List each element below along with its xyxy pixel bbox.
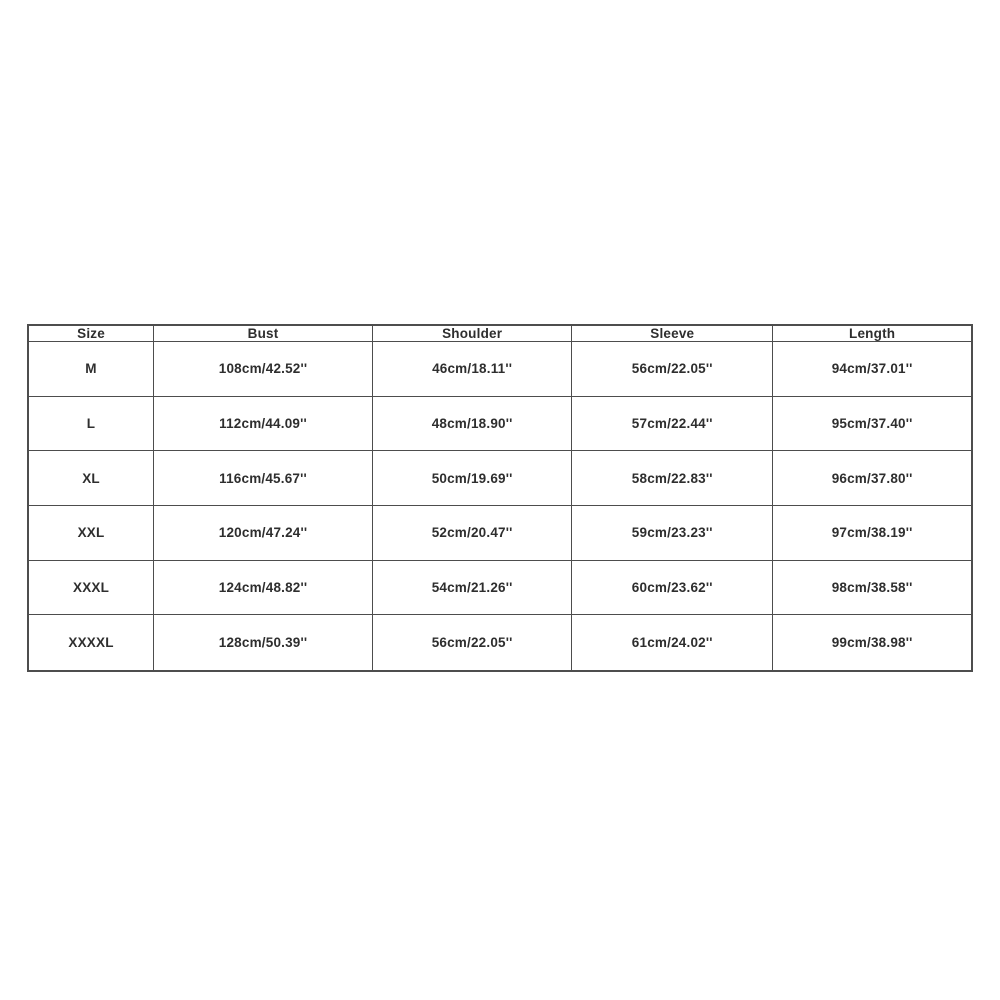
measurement-cell: 61cm/24.02'' (572, 615, 773, 671)
size-label-cell: XXXXL (28, 615, 154, 671)
header-cell-shoulder: Shoulder (373, 325, 572, 342)
size-label-cell: XXL (28, 505, 154, 560)
header-cell-length: Length (773, 325, 972, 342)
measurement-cell: 124cm/48.82'' (154, 560, 373, 615)
measurement-cell: 108cm/42.52'' (154, 342, 373, 397)
header-cell-size: Size (28, 325, 154, 342)
header-row (28, 325, 972, 342)
measurement-cell: 52cm/20.47'' (373, 505, 572, 560)
measurement-cell: 48cm/18.90'' (373, 396, 572, 451)
table-row-m (28, 342, 972, 397)
measurement-cell: 112cm/44.09'' (154, 396, 373, 451)
measurement-cell: 116cm/45.67'' (154, 451, 373, 506)
header-cell-sleeve: Sleeve (572, 325, 773, 342)
size-label-cell: M (28, 342, 154, 397)
size-chart-table (27, 324, 973, 672)
measurement-cell: 60cm/23.62'' (572, 560, 773, 615)
measurement-cell: 58cm/22.83'' (572, 451, 773, 506)
measurement-cell: 120cm/47.24'' (154, 505, 373, 560)
table-row-xxxl (28, 560, 972, 615)
size-chart-body (28, 342, 972, 672)
table-row-l (28, 396, 972, 451)
size-label-cell: XXXL (28, 560, 154, 615)
table-row-xl (28, 451, 972, 506)
table-row-xxxxl (28, 615, 972, 671)
measurement-cell: 128cm/50.39'' (154, 615, 373, 671)
size-chart-header (28, 325, 972, 342)
header-cell-bust: Bust (154, 325, 373, 342)
measurement-cell: 97cm/38.19'' (773, 505, 972, 560)
measurement-cell: 96cm/37.80'' (773, 451, 972, 506)
measurement-cell: 56cm/22.05'' (373, 615, 572, 671)
measurement-cell: 99cm/38.98'' (773, 615, 972, 671)
size-chart-container (27, 324, 973, 672)
size-label-cell: L (28, 396, 154, 451)
size-label-cell: XL (28, 451, 154, 506)
measurement-cell: 98cm/38.58'' (773, 560, 972, 615)
measurement-cell: 56cm/22.05'' (572, 342, 773, 397)
measurement-cell: 57cm/22.44'' (572, 396, 773, 451)
measurement-cell: 94cm/37.01'' (773, 342, 972, 397)
measurement-cell: 95cm/37.40'' (773, 396, 972, 451)
table-row-xxl (28, 505, 972, 560)
measurement-cell: 59cm/23.23'' (572, 505, 773, 560)
measurement-cell: 50cm/19.69'' (373, 451, 572, 506)
measurement-cell: 54cm/21.26'' (373, 560, 572, 615)
measurement-cell: 46cm/18.11'' (373, 342, 572, 397)
